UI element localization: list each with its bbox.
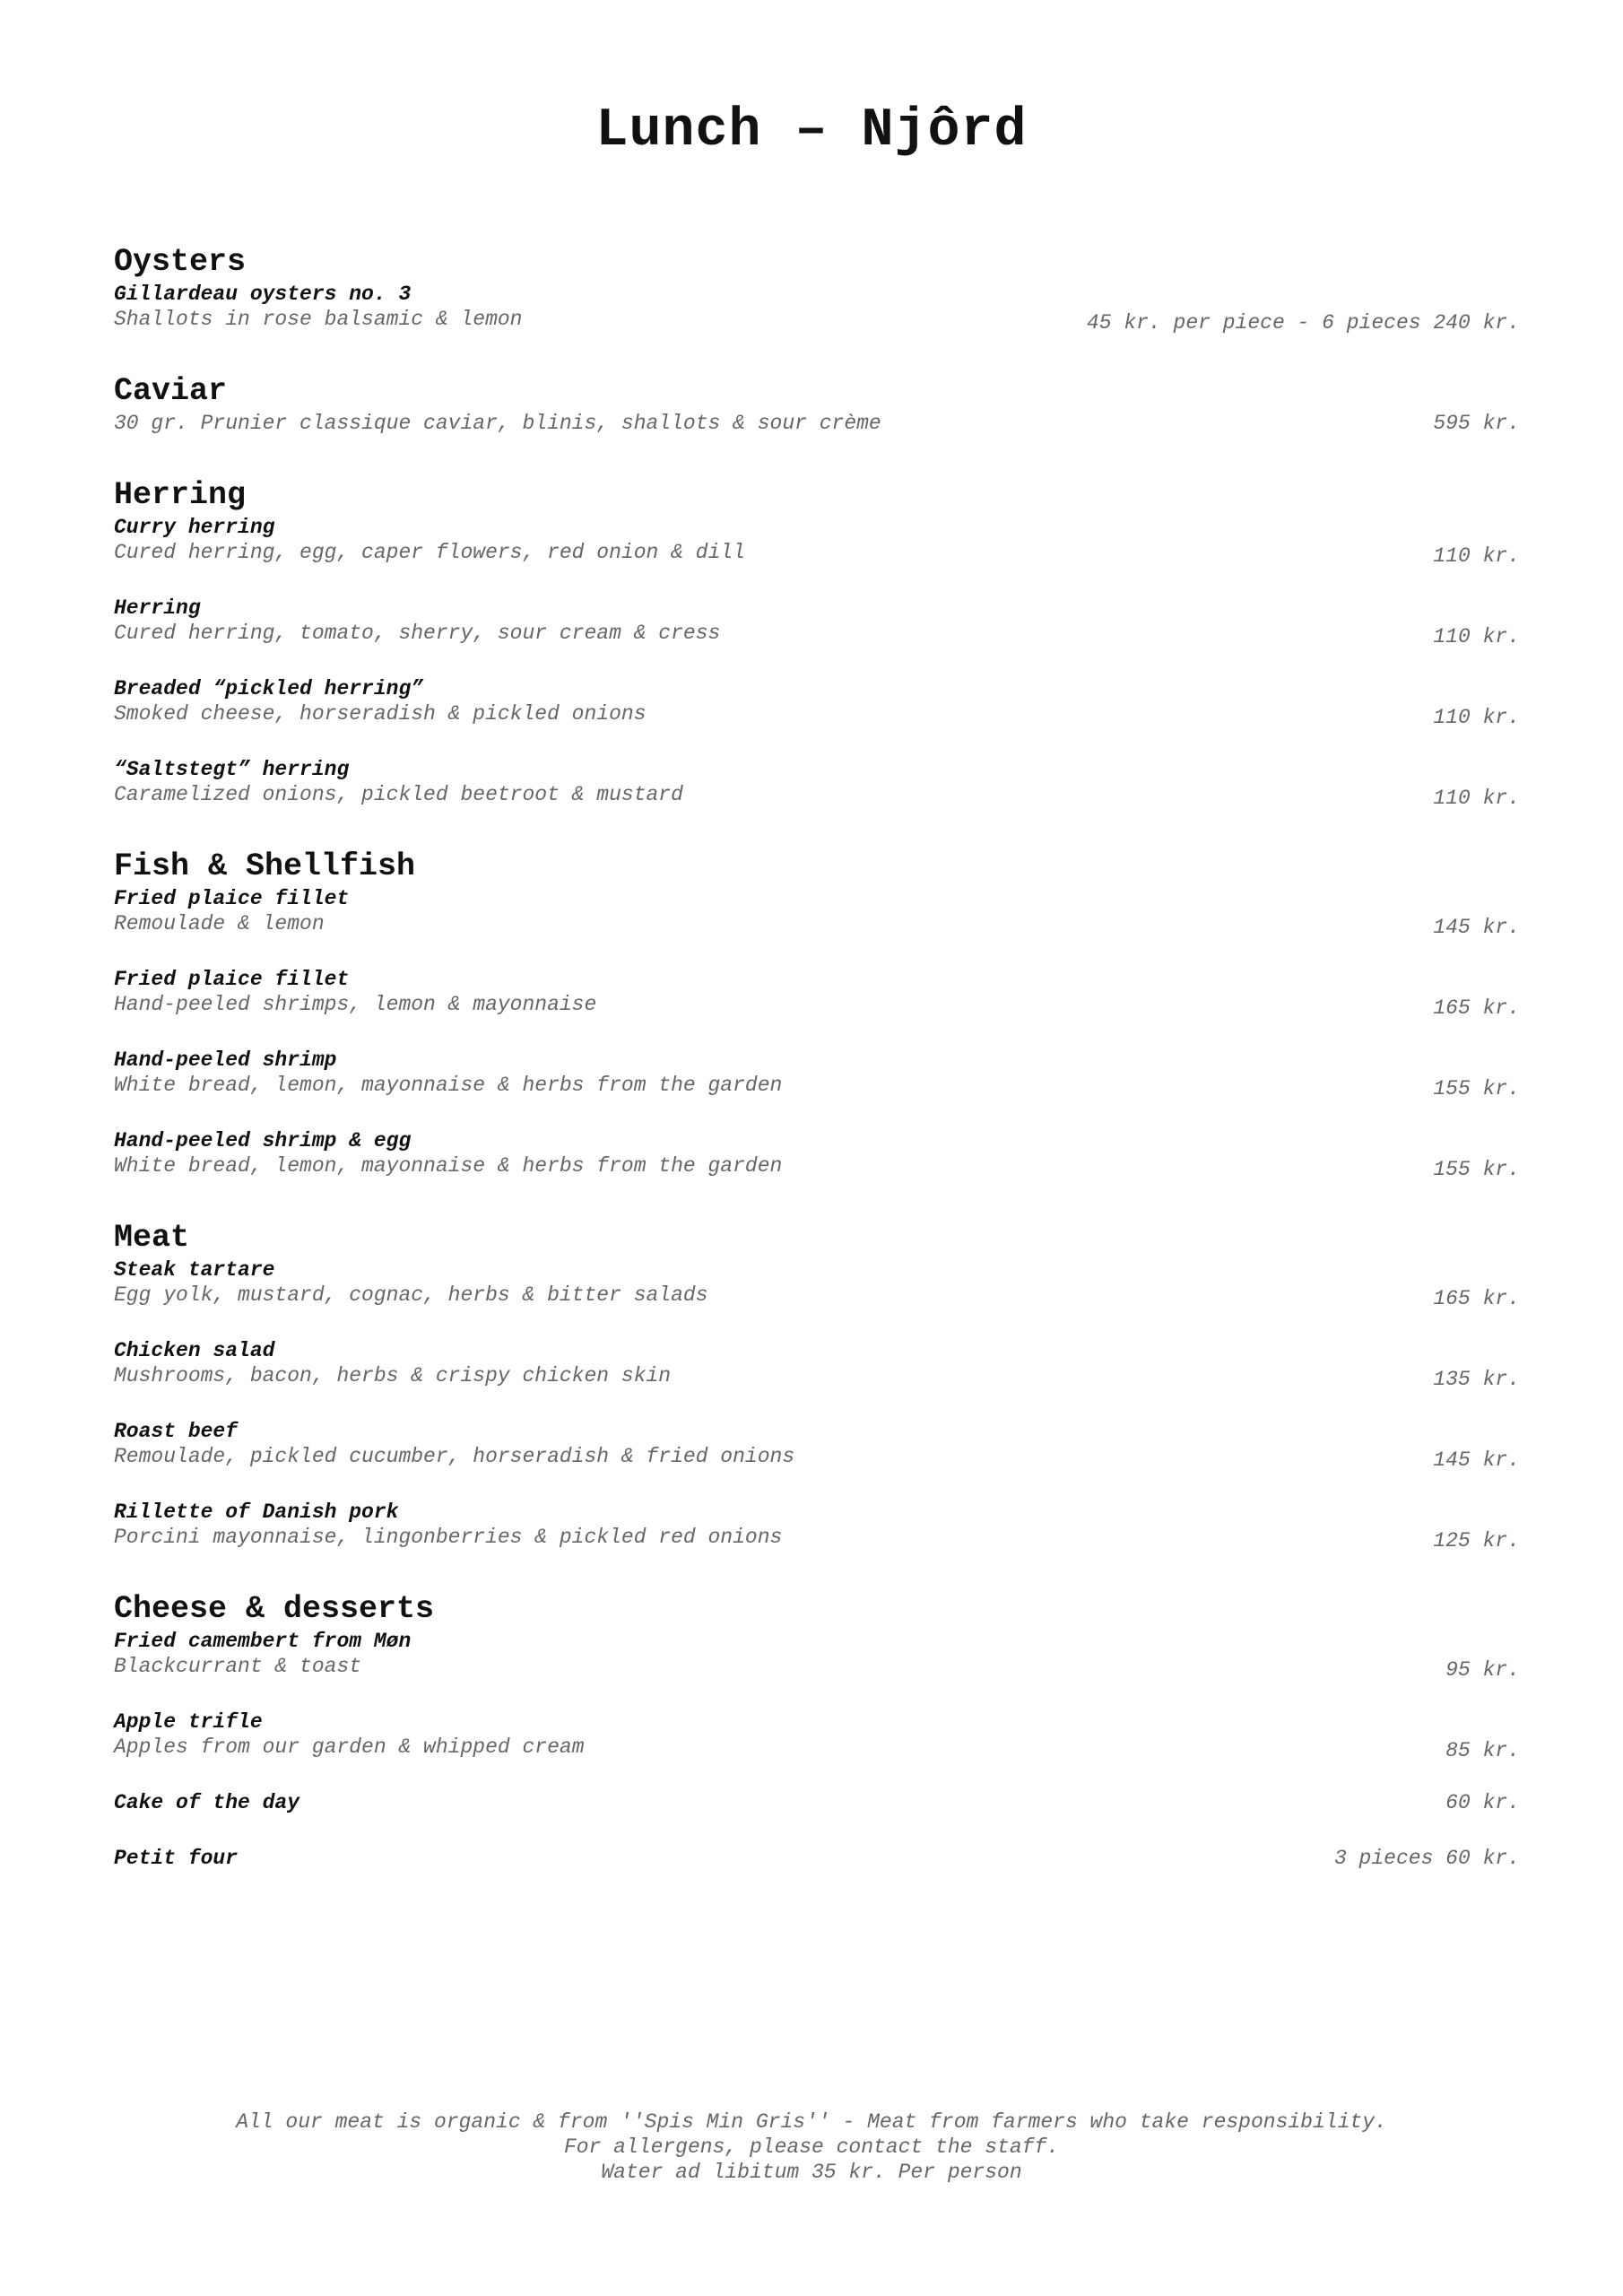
menu-section [114, 477, 1520, 810]
menu-item [114, 1048, 1520, 1098]
item-name: Gillardeau oysters no. 3 [114, 283, 412, 306]
item-price: 60 kr. [1445, 1791, 1520, 1814]
page-title: Lunch – Njôrd [595, 100, 1028, 161]
item-name: Chicken salad [114, 1339, 275, 1362]
item-name: Fried camembert from Møn [114, 1630, 412, 1653]
item-price: 3 pieces 60 kr. [1333, 1847, 1520, 1870]
item-price: 110 kr. [1433, 787, 1520, 810]
item-name: “Saltstegt” herring [114, 758, 350, 781]
section-heading: Cheese & desserts [114, 1591, 435, 1627]
item-price: 595 kr. [1433, 412, 1520, 435]
footer-meat-note: All our meat is organic & from ''Spis Min Gris'' - Meat from farmers who take responsibility. [236, 2110, 1387, 2134]
item-name: Cake of the day [114, 1791, 300, 1814]
item-description: 30 gr. Prunier classique caviar, blinis, shallots & sour crème [114, 412, 881, 435]
item-price: 165 kr. [1433, 996, 1520, 1020]
item-description: Egg yolk, mustard, cognac, herbs & bitter salads [114, 1283, 708, 1307]
menu-item [114, 1257, 1520, 1308]
menu-item [114, 1846, 1520, 1871]
menu-body [114, 244, 1520, 1912]
item-price: 110 kr. [1433, 625, 1520, 648]
item-price: 125 kr. [1433, 1529, 1520, 1552]
item-description: White bread, lemon, mayonnaise & herbs from the garden [114, 1074, 783, 1097]
footer [0, 2109, 1623, 2185]
item-name: Fried plaice fillet [114, 887, 350, 910]
item-name: Rillette of Danish pork [114, 1500, 399, 1524]
item-price: 165 kr. [1433, 1287, 1520, 1310]
item-description: Porcini mayonnaise, lingonberries & pickled red onions [114, 1526, 783, 1549]
menu-section [114, 244, 1520, 335]
menu-section [114, 1591, 1520, 1871]
item-price: 145 kr. [1433, 1448, 1520, 1472]
item-name: Hand-peeled shrimp & egg [114, 1129, 412, 1152]
menu-item [114, 1338, 1520, 1391]
footer-allergens-note: For allergens, please contact the staff. [563, 2135, 1060, 2159]
menu-item [114, 1128, 1520, 1181]
item-description: Cured herring, tomato, sherry, sour cream & cress [114, 622, 721, 645]
item-name: Steak tartare [114, 1258, 275, 1282]
menu-item [114, 1709, 1520, 1760]
menu-item [114, 1500, 1520, 1550]
item-name: Curry herring [114, 516, 275, 539]
menu-item [114, 757, 1520, 810]
item-price: 155 kr. [1433, 1077, 1520, 1100]
item-name: Fried plaice fillet [114, 968, 350, 991]
item-price: 155 kr. [1433, 1158, 1520, 1181]
menu-section [114, 373, 1520, 436]
section-heading: Meat [114, 1220, 190, 1256]
item-name: Herring [114, 596, 201, 620]
item-price: 110 kr. [1433, 544, 1520, 568]
menu-item [114, 1790, 1520, 1815]
item-price: 135 kr. [1433, 1368, 1520, 1391]
item-description: Caramelized onions, pickled beetroot & mustard [114, 783, 683, 806]
item-name: Hand-peeled shrimp [114, 1048, 337, 1072]
section-heading: Fish & Shellfish [114, 848, 416, 884]
menu-item [114, 967, 1520, 1020]
item-description: Hand-peeled shrimps, lemon & mayonnaise [114, 993, 597, 1016]
section-heading: Caviar [114, 373, 228, 409]
item-price: 110 kr. [1433, 706, 1520, 729]
item-description: Remoulade & lemon [114, 912, 325, 935]
item-description: Shallots in rose balsamic & lemon [114, 308, 523, 331]
item-price: 95 kr. [1445, 1658, 1520, 1682]
item-description: Blackcurrant & toast [114, 1655, 362, 1678]
menu-item [114, 886, 1520, 939]
menu-item [114, 282, 1520, 335]
menu-item [114, 676, 1520, 729]
item-description: Smoked cheese, horseradish & pickled onions [114, 702, 647, 726]
item-name: Breaded “pickled herring” [114, 677, 424, 700]
menu-item [114, 1629, 1520, 1682]
item-price: 145 kr. [1433, 916, 1520, 939]
menu-item [114, 596, 1520, 646]
footer-water-note: Water ad libitum 35 kr. Per person [601, 2161, 1022, 2184]
item-price: 45 kr. per piece - 6 pieces 240 kr. [1086, 311, 1520, 335]
item-description: Cured herring, egg, caper flowers, red onion & dill [114, 541, 745, 564]
section-heading: Herring [114, 477, 247, 513]
item-description: White bread, lemon, mayonnaise & herbs from the garden [114, 1154, 783, 1178]
item-description: Remoulade, pickled cucumber, horseradish & fried onions [114, 1445, 795, 1468]
item-price: 85 kr. [1445, 1739, 1520, 1762]
menu-section [114, 848, 1520, 1181]
menu-section [114, 1220, 1520, 1550]
section-heading: Oysters [114, 244, 247, 280]
menu-item [114, 1419, 1520, 1472]
item-description: Mushrooms, bacon, herbs & crispy chicken skin [114, 1364, 672, 1387]
menu-item [114, 515, 1520, 568]
menu-item [114, 411, 1520, 436]
item-description: Apples from our garden & whipped cream [114, 1735, 585, 1759]
item-name: Apple trifle [114, 1710, 263, 1734]
item-name: Petit four [114, 1847, 239, 1870]
item-name: Roast beef [114, 1420, 239, 1443]
